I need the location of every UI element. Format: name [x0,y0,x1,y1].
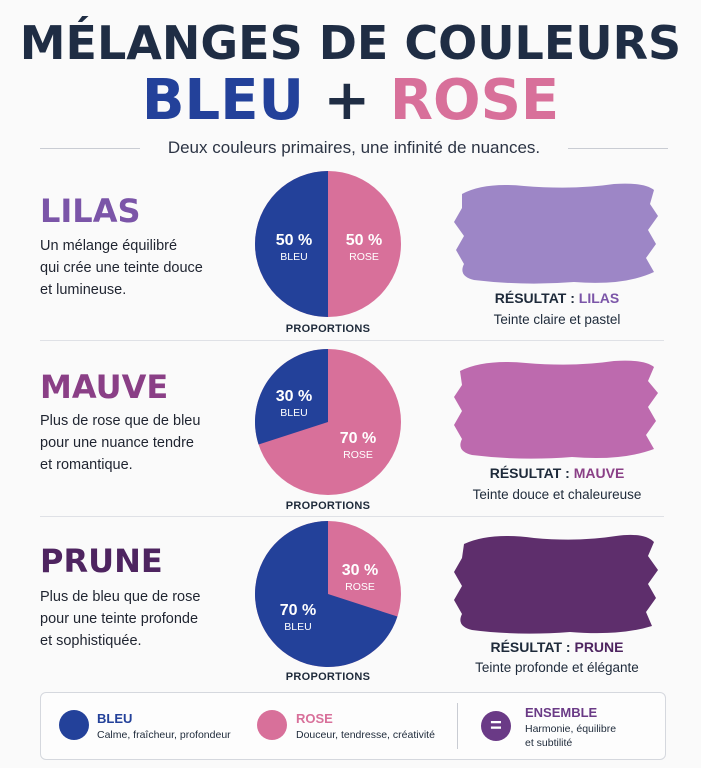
legend-rose-name: ROSE [296,711,333,726]
pie-label-rose [320,562,400,594]
result-name: MAUVE [573,465,625,481]
pie-name-rose: ROSE [343,449,373,461]
pie-label-bleu [254,388,334,420]
pie-pct-bleu: 30 % [275,388,313,405]
description-line: pour une teinte profonde [40,611,199,627]
result-prefix: RÉSULTAT : [494,290,575,306]
section-title: MAUVE [40,368,169,406]
description-line: pour une nuance tendre [40,435,194,451]
pie-name-rose: ROSE [345,581,375,593]
subtitle-rose: ROSE [389,68,560,133]
swatch-shape [454,184,658,284]
bleu-dot-icon [59,710,89,740]
result-prefix: RÉSULTAT : [489,465,570,481]
pie-name-bleu: BLEU [280,407,308,419]
result-prefix: RÉSULTAT : [490,639,571,655]
result-name: LILAS [578,290,620,306]
legend-ensemble-desc-2: et subtilité [525,737,573,749]
legend-bleu-name: BLEU [97,711,133,726]
section-description [40,235,240,301]
legend-bleu-desc: Calme, fraîcheur, profondeur [97,729,231,741]
swatch-shape [454,535,658,634]
pie-label-rose [324,232,404,264]
legend [40,692,666,760]
proportions-label: PROPORTIONS [285,671,371,683]
pie-label-bleu [254,232,334,264]
legend-ensemble-desc-1: Harmonie, équilibre [525,723,617,735]
paint-swatch-mauve [454,355,658,465]
pie-name-bleu: BLEU [284,621,312,633]
section-divider [40,340,664,341]
result-name: PRUNE [574,639,624,655]
page-title: MÉLANGES DE COULEURS [19,16,682,70]
result-line [440,288,674,308]
description-line: Un mélange équilibré [40,238,178,254]
proportions-label: PROPORTIONS [285,323,371,335]
result-description: Teinte claire et pastel [493,312,621,327]
result-line [440,463,674,483]
pie-pct-rose: 70 % [339,430,377,447]
pie-pct-bleu: 50 % [275,232,313,249]
proportions-label: PROPORTIONS [285,500,371,512]
pie-pct-rose: 50 % [345,232,383,249]
page-subtitle [0,66,701,136]
legend-separator [457,703,458,749]
pie-pct-rose: 30 % [341,562,379,579]
subtitle-plus: + [323,68,371,133]
description-line: Plus de bleu que de rose [40,589,201,605]
description-line: et sophistiquée. [40,633,142,649]
result-description: Teinte douce et chaleureuse [472,487,642,502]
description-line: Plus de rose que de bleu [40,413,201,429]
paint-swatch-prune [454,530,658,640]
pie-name-bleu: BLEU [280,251,308,263]
section-description [40,410,240,476]
section-title: PRUNE [40,542,163,580]
equals-icon: = [481,711,511,741]
description-line: et romantique. [40,457,133,473]
proportion-pie [254,348,402,496]
pie-name-rose: ROSE [349,251,379,263]
proportion-pie [254,520,402,668]
legend-rose-desc: Douceur, tendresse, créativité [296,729,435,741]
tagline-row [40,136,668,160]
pie-label-bleu [258,602,338,634]
result-line [440,637,674,657]
description-line: qui crée une teinte douce [40,260,203,276]
subtitle-bleu: BLEU [141,68,304,133]
rose-dot-icon [257,710,287,740]
pie-label-rose [318,430,398,462]
proportion-pie [254,170,402,318]
pie-svg [254,520,402,668]
swatch-shape [454,361,658,459]
section-divider [40,516,664,517]
result-description: Teinte profonde et élégante [475,660,639,675]
section-title: LILAS [40,192,141,230]
tagline [40,136,668,160]
section-description [40,586,240,652]
tagline-text: Deux couleurs primaires, une infinité de nuances. [158,138,550,157]
description-line: et lumineuse. [40,282,127,298]
pie-svg [254,348,402,496]
legend-ensemble-name: ENSEMBLE [525,705,598,720]
paint-swatch-lilas [454,180,658,290]
pie-pct-bleu: 70 % [279,602,317,619]
